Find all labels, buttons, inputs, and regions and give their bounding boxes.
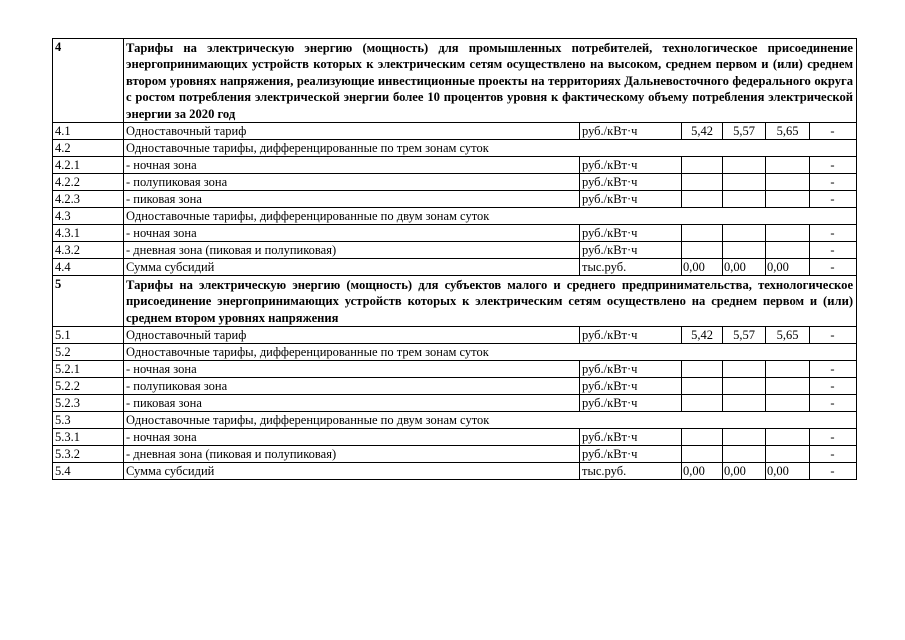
- row-number: 4.3.2: [53, 242, 124, 259]
- row-value-v2: 0,00: [723, 259, 766, 276]
- row-number: 5.4: [53, 463, 124, 480]
- row-unit: руб./кВт·ч: [580, 174, 682, 191]
- row-unit: руб./кВт·ч: [580, 446, 682, 463]
- table-row: [53, 157, 857, 174]
- row-value-v2: [723, 429, 766, 446]
- row-value-v2: [723, 446, 766, 463]
- row-number: 4.2: [53, 140, 124, 157]
- row-unit: руб./кВт·ч: [580, 242, 682, 259]
- row-number: 4.2.2: [53, 174, 124, 191]
- row-value-v2: 0,00: [723, 463, 766, 480]
- row-value-v3: [766, 446, 810, 463]
- row-value-v4: -: [810, 174, 857, 191]
- row-value-v3: [766, 395, 810, 412]
- table-row: [53, 191, 857, 208]
- row-number: 5.2.3: [53, 395, 124, 412]
- row-unit: руб./кВт·ч: [580, 429, 682, 446]
- row-value-v4: -: [810, 327, 857, 344]
- row-unit: руб./кВт·ч: [580, 378, 682, 395]
- row-unit: руб./кВт·ч: [580, 361, 682, 378]
- tariff-table: [52, 38, 857, 480]
- row-value-v3: 5,65: [766, 327, 810, 344]
- row-name: Одноставочный тариф: [124, 327, 580, 344]
- row-value-v1: [682, 446, 723, 463]
- row-value-v2: [723, 395, 766, 412]
- row-value-v1: [682, 378, 723, 395]
- row-value-v1: [682, 395, 723, 412]
- table-row: [53, 140, 857, 157]
- row-name: Одноставочные тарифы, дифференцированные по двум зонам суток: [124, 208, 857, 225]
- row-value-v1: 0,00: [682, 259, 723, 276]
- table-row: [53, 361, 857, 378]
- row-value-v3: [766, 225, 810, 242]
- row-unit: руб./кВт·ч: [580, 191, 682, 208]
- row-name: Одноставочные тарифы, дифференцированные по двум зонам суток: [124, 412, 857, 429]
- row-name: Одноставочные тарифы, дифференцированные по трем зонам суток: [124, 344, 857, 361]
- row-unit: тыс.руб.: [580, 259, 682, 276]
- row-unit: руб./кВт·ч: [580, 225, 682, 242]
- row-value-v3: [766, 429, 810, 446]
- row-value-v4: -: [810, 157, 857, 174]
- table-row: [53, 225, 857, 242]
- row-number: 5.1: [53, 327, 124, 344]
- row-value-v4: -: [810, 446, 857, 463]
- row-value-v2: [723, 242, 766, 259]
- tariff-table-body: [53, 39, 857, 480]
- row-value-v1: [682, 157, 723, 174]
- row-number: 4.1: [53, 123, 124, 140]
- row-name: Сумма субсидий: [124, 259, 580, 276]
- row-value-v2: [723, 225, 766, 242]
- table-row: [53, 123, 857, 140]
- row-unit: руб./кВт·ч: [580, 157, 682, 174]
- row-value-v2: [723, 191, 766, 208]
- row-value-v4: -: [810, 395, 857, 412]
- table-row: [53, 242, 857, 259]
- row-value-v4: -: [810, 429, 857, 446]
- row-value-v4: -: [810, 361, 857, 378]
- row-value-v1: 0,00: [682, 463, 723, 480]
- row-number: 4.2.1: [53, 157, 124, 174]
- row-value-v3: [766, 174, 810, 191]
- row-value-v4: -: [810, 123, 857, 140]
- row-value-v3: [766, 242, 810, 259]
- row-value-v1: [682, 191, 723, 208]
- row-unit: руб./кВт·ч: [580, 327, 682, 344]
- row-value-v1: 5,42: [682, 327, 723, 344]
- row-name: Сумма субсидий: [124, 463, 580, 480]
- row-name: - ночная зона: [124, 225, 580, 242]
- row-value-v4: -: [810, 242, 857, 259]
- row-value-v1: [682, 429, 723, 446]
- row-value-v1: 5,42: [682, 123, 723, 140]
- row-number: 4.4: [53, 259, 124, 276]
- row-unit: руб./кВт·ч: [580, 395, 682, 412]
- row-value-v2: [723, 174, 766, 191]
- table-row: [53, 327, 857, 344]
- row-name: - ночная зона: [124, 429, 580, 446]
- table-row: [53, 378, 857, 395]
- row-value-v2: [723, 157, 766, 174]
- row-value-v3: [766, 191, 810, 208]
- row-value-v3: 0,00: [766, 463, 810, 480]
- row-value-v4: -: [810, 463, 857, 480]
- row-name: - пиковая зона: [124, 395, 580, 412]
- row-name: Одноставочные тарифы, дифференцированные по трем зонам суток: [124, 140, 857, 157]
- table-row: [53, 429, 857, 446]
- row-value-v1: [682, 242, 723, 259]
- section-number: 5: [53, 276, 124, 327]
- row-name: - пиковая зона: [124, 191, 580, 208]
- row-name: - дневная зона (пиковая и полупиковая): [124, 446, 580, 463]
- row-number: 5.2.2: [53, 378, 124, 395]
- row-number: 5.2: [53, 344, 124, 361]
- table-row: [53, 174, 857, 191]
- section-number: 4: [53, 39, 124, 123]
- row-number: 4.3.1: [53, 225, 124, 242]
- row-number: 5.3: [53, 412, 124, 429]
- row-value-v4: -: [810, 225, 857, 242]
- row-name: - дневная зона (пиковая и полупиковая): [124, 242, 580, 259]
- row-value-v3: 0,00: [766, 259, 810, 276]
- table-row: [53, 412, 857, 429]
- row-number: 4.3: [53, 208, 124, 225]
- table-row: [53, 259, 857, 276]
- row-value-v4: -: [810, 191, 857, 208]
- table-row: [53, 344, 857, 361]
- row-value-v3: [766, 378, 810, 395]
- row-number: 5.3.1: [53, 429, 124, 446]
- section-header-row: [53, 276, 857, 327]
- row-unit: тыс.руб.: [580, 463, 682, 480]
- row-name: - ночная зона: [124, 157, 580, 174]
- row-value-v1: [682, 361, 723, 378]
- section-header-row: [53, 39, 857, 123]
- row-name: - ночная зона: [124, 361, 580, 378]
- table-row: [53, 208, 857, 225]
- row-value-v3: 5,65: [766, 123, 810, 140]
- row-value-v2: [723, 361, 766, 378]
- section-title: Тарифы на электрическую энергию (мощность) для субъектов малого и среднего предпринимательства, технологическое присоединение энергопринимающих устройств которых к электрическим сетям осуществлено на среднем первом и (или) среднем втором уровнях напряжения: [124, 276, 857, 327]
- row-unit: руб./кВт·ч: [580, 123, 682, 140]
- row-value-v1: [682, 174, 723, 191]
- table-row: [53, 395, 857, 412]
- row-number: 5.2.1: [53, 361, 124, 378]
- row-name: - полупиковая зона: [124, 174, 580, 191]
- row-value-v4: -: [810, 378, 857, 395]
- row-value-v2: 5,57: [723, 123, 766, 140]
- row-value-v1: [682, 225, 723, 242]
- row-number: 5.3.2: [53, 446, 124, 463]
- row-value-v3: [766, 361, 810, 378]
- table-row: [53, 446, 857, 463]
- row-value-v4: -: [810, 259, 857, 276]
- table-row: [53, 463, 857, 480]
- section-title: Тарифы на электрическую энергию (мощность) для промышленных потребителей, технологическое присоединение энергопринимающих устройств которых к электрическим сетям осуществлено на высоком, среднем первом и (или) среднем втором уровнях напряжения, реализующие инвестиционные проекты на территориях Дальневосточного федерального округа с ростом потребления электрической энергии более 10 процентов уровня к фактическому объему потребления электрической энергии за 2020 год: [124, 39, 857, 123]
- row-number: 4.2.3: [53, 191, 124, 208]
- row-name: - полупиковая зона: [124, 378, 580, 395]
- row-value-v2: 5,57: [723, 327, 766, 344]
- row-name: Одноставочный тариф: [124, 123, 580, 140]
- row-value-v3: [766, 157, 810, 174]
- row-value-v2: [723, 378, 766, 395]
